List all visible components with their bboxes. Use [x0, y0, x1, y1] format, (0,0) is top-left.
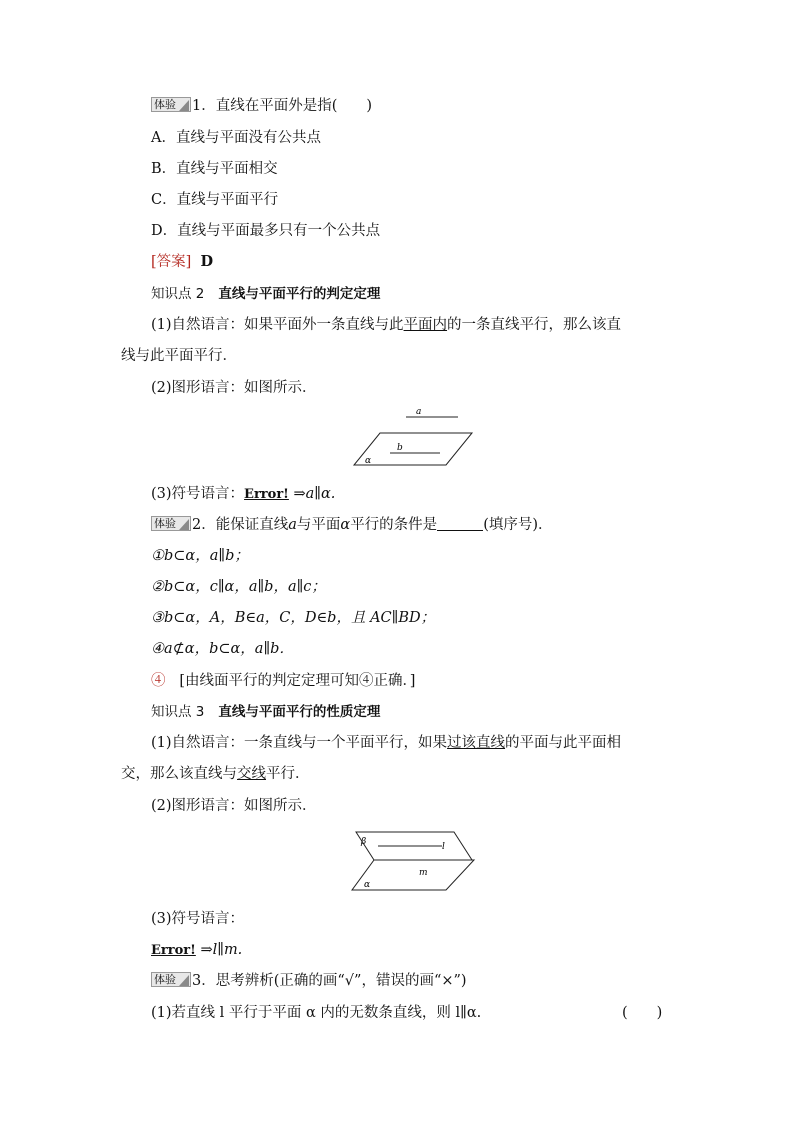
- q2-option-4: ④a⊄α，b⊂α，a∥b．: [151, 641, 294, 657]
- label-alpha: α: [364, 880, 371, 890]
- q2-stem-suffix: 平行的条件是: [350, 517, 438, 533]
- kp3-natural-underlined: 过该直线: [447, 735, 506, 751]
- kp3-graphic-language: (2)图形语言：如图所示．: [151, 798, 317, 814]
- kp3-title: 直线与平面平行的性质定理: [218, 704, 381, 720]
- kp2-graphic-language: (2)图形语言：如图所示．: [151, 380, 317, 396]
- label-beta: β: [361, 837, 367, 847]
- q1-option-d: D．直线与平面最多只有一个公共点: [151, 223, 381, 239]
- q3-stem: [151, 971, 467, 991]
- figure-two-planes-intersecting: [348, 828, 480, 896]
- label-l: l: [442, 842, 445, 852]
- kp2-natural-line2: 线与此平面平行．: [121, 348, 237, 364]
- tiyan-tag: 体验: [151, 972, 191, 987]
- label-alpha: α: [365, 456, 372, 466]
- kp3-natural-line2-suffix: 平行．: [266, 766, 310, 782]
- figure-line-plane-parallel: [350, 405, 480, 470]
- kp2-symbolic-prefix: (3)符号语言：: [151, 486, 245, 502]
- kp3-symbolic-formula: [151, 940, 242, 961]
- label-m: m: [419, 868, 428, 878]
- label-a: a: [416, 407, 422, 417]
- kp2-natural-underlined: 平面内: [403, 317, 448, 333]
- q2-stem-prefix: 2．能保证直线: [192, 517, 289, 533]
- kp3-natural-language: [151, 733, 621, 753]
- tiyan-tag: 体验: [151, 516, 191, 531]
- kp2-natural-language: [151, 315, 621, 335]
- q1-stem: [151, 96, 372, 116]
- kp3-natural-line2-prefix: 交，那么该直线与: [121, 766, 237, 782]
- kp3-natural-line2-underlined: 交线: [237, 766, 266, 782]
- q2-answer: [151, 671, 415, 691]
- plane-alpha: [352, 860, 474, 890]
- q2-explanation: [由线面平行的判定定理可知④正确．]: [179, 673, 416, 689]
- q2-answer-value: ④: [151, 673, 166, 689]
- kp3-symbolic-suffix: ⇒l∥m.: [195, 942, 243, 958]
- kp2-number: 知识点 2: [151, 286, 205, 302]
- q2-option-1: ①b⊂α，a∥b；: [151, 548, 249, 564]
- q2-stem-end: (填序号)．: [483, 517, 553, 533]
- q3-stem-text: 3．思考辨析(正确的画“√”，错误的画“×”): [192, 973, 467, 989]
- q2-stem-a: a: [288, 517, 297, 533]
- kp2-natural-prefix: (1)自然语言：如果平面外一条直线与此: [151, 317, 404, 333]
- kp3-heading: [151, 702, 380, 722]
- kp3-natural-prefix: (1)自然语言：一条直线与一个平面平行，如果: [151, 735, 448, 751]
- q2-stem-mid: 与平面: [296, 517, 341, 533]
- kp3-natural-suffix: 的平面与此平面相: [505, 735, 622, 751]
- kp3-error-text: Error!: [151, 943, 196, 958]
- kp2-title: 直线与平面平行的判定定理: [218, 286, 381, 302]
- kp3-natural-line2: [121, 764, 310, 784]
- q3-item-1: (1)若直线 l 平行于平面 α 内的无数条直线，则 l∥α.: [151, 1005, 482, 1021]
- tiyan-tag: 体验: [151, 97, 191, 112]
- q2-option-2: ②b⊂α，c∥α，a∥b，a∥c；: [151, 579, 326, 595]
- q1-option-c: C．直线与平面平行: [151, 192, 279, 208]
- answer-label: [答案]: [151, 254, 192, 270]
- kp2-natural-suffix: 的一条直线平行，那么该直: [447, 317, 622, 333]
- q2-stem-alpha: α: [340, 517, 351, 533]
- kp3-number: 知识点 3: [151, 704, 205, 720]
- kp3-symbolic-language: (3)符号语言：: [151, 911, 245, 927]
- q1-stem-text: 1．直线在平面外是指( ): [192, 98, 373, 114]
- answer-value: D: [200, 253, 214, 270]
- kp2-symbolic-language: [151, 484, 335, 505]
- q1-option-a: A．直线与平面没有公共点: [151, 130, 321, 146]
- q2-option-3: ③b⊂α，A，B∈a，C，D∈b，且 AC∥BD；: [151, 610, 436, 626]
- label-b: b: [397, 443, 403, 453]
- kp2-heading: [151, 284, 380, 304]
- q2-stem: [151, 515, 553, 535]
- q1-answer: [151, 252, 213, 272]
- fill-blank: [437, 516, 483, 531]
- kp2-error-text: Error!: [244, 487, 289, 502]
- q3-item-1-answer-paren: ( ): [622, 1005, 663, 1021]
- kp2-symbolic-suffix: ⇒a∥α.: [288, 486, 336, 502]
- plane-alpha: [354, 433, 472, 465]
- q1-option-b: B．直线与平面相交: [151, 161, 278, 177]
